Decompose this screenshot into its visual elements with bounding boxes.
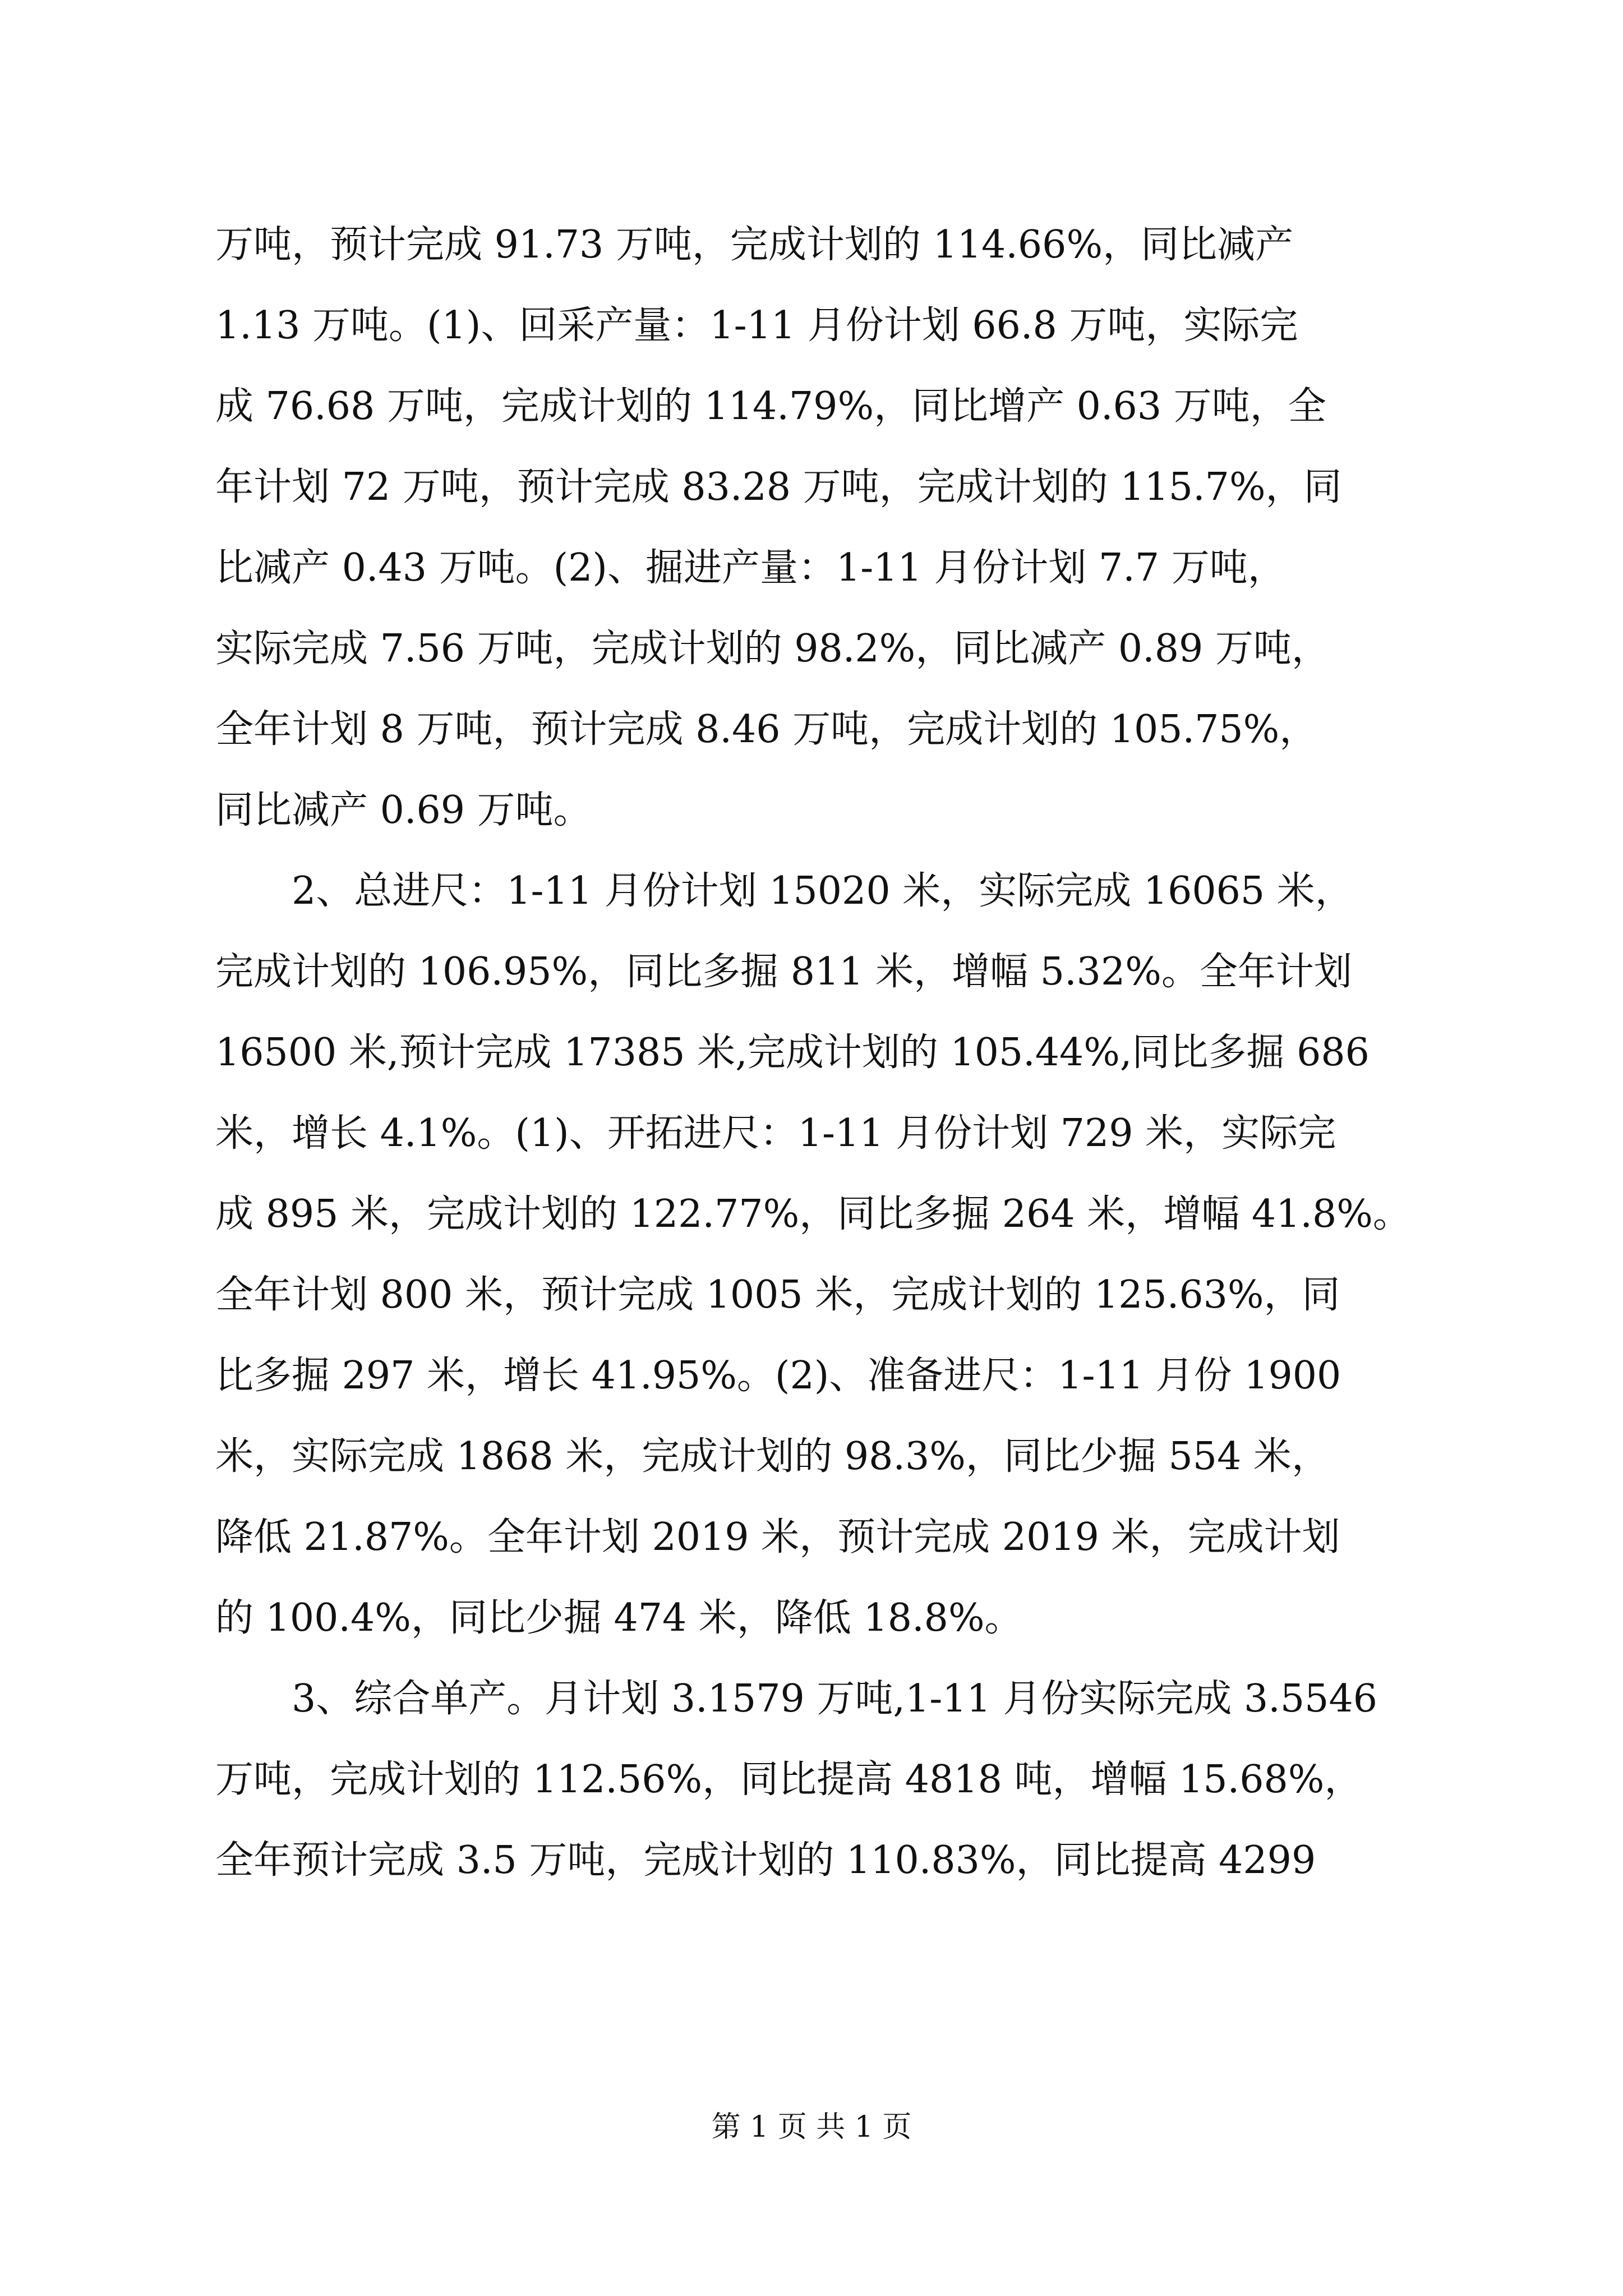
text-line: 米，增长 4.1%。(1)、开拓进尺：1-11 月份计划 729 米，实际完 (215, 1111, 1336, 1156)
text-line: 成 895 米，完成计划的 122.77%，同比多掘 264 米，增幅 41.8%。 (215, 1192, 1411, 1236)
text-line: 比多掘 297 米，增长 41.95%。(2)、准备进尺：1-11 月份 1900 (215, 1354, 1341, 1398)
text-line: 全年预计完成 3.5 万吨，完成计划的 110.83%，同比提高 4299 (215, 1838, 1316, 1883)
text-line: 的 100.4%，同比少掘 474 米，降低 18.8%。 (215, 1596, 1023, 1640)
text-line: 1.13 万吨。(1)、回采产量：1-11 月份计划 66.8 万吨，实际完 (215, 303, 1298, 348)
text-line: 全年计划 8 万吨，预计完成 8.46 万吨，完成计划的 105.75%， (215, 707, 1318, 752)
text-line: 万吨，完成计划的 112.56%，同比提高 4818 吨，增幅 15.68%， (215, 1757, 1363, 1802)
text-line: 同比减产 0.69 万吨。 (215, 788, 592, 832)
text-line: 米，实际完成 1868 米，完成计划的 98.3%，同比少掘 554 米， (215, 1434, 1330, 1479)
text-line: 实际完成 7.56 万吨，完成计划的 98.2%，同比减产 0.89 万吨， (215, 627, 1330, 671)
paragraph-start: 2、总进尺：1-11 月份计划 15020 米，实际完成 16065 米， (292, 869, 1353, 913)
paragraph-start: 3、综合单产。月计划 3.1579 万吨,1-11 月份实际完成 3.5546 (292, 1677, 1377, 1721)
text-line: 年计划 72 万吨，预计完成 83.28 万吨，完成计划的 115.7%，同 (215, 465, 1342, 509)
text-line: 完成计划的 106.95%，同比多掘 811 米，增幅 5.32%。全年计划 (215, 950, 1352, 994)
text-line: 万吨，预计完成 91.73 万吨，完成计划的 114.66%，同比减产 (215, 223, 1294, 267)
text-line: 成 76.68 万吨，完成计划的 114.79%，同比增产 0.63 万吨，全 (215, 384, 1326, 429)
text-line: 比减产 0.43 万吨。(2)、掘进产量：1-11 月份计划 7.7 万吨， (215, 546, 1286, 590)
text-line: 全年计划 800 米，预计完成 1005 米，完成计划的 125.63%，同 (215, 1273, 1340, 1317)
text-line: 16500 米,预计完成 17385 米,完成计划的 105.44%,同比多掘 686 (215, 1030, 1370, 1075)
page-footer: 第 1 页 共 1 页 (711, 2110, 912, 2144)
text-line: 降低 21.87%。全年计划 2019 米，预计完成 2019 米，完成计划 (215, 1515, 1340, 1559)
